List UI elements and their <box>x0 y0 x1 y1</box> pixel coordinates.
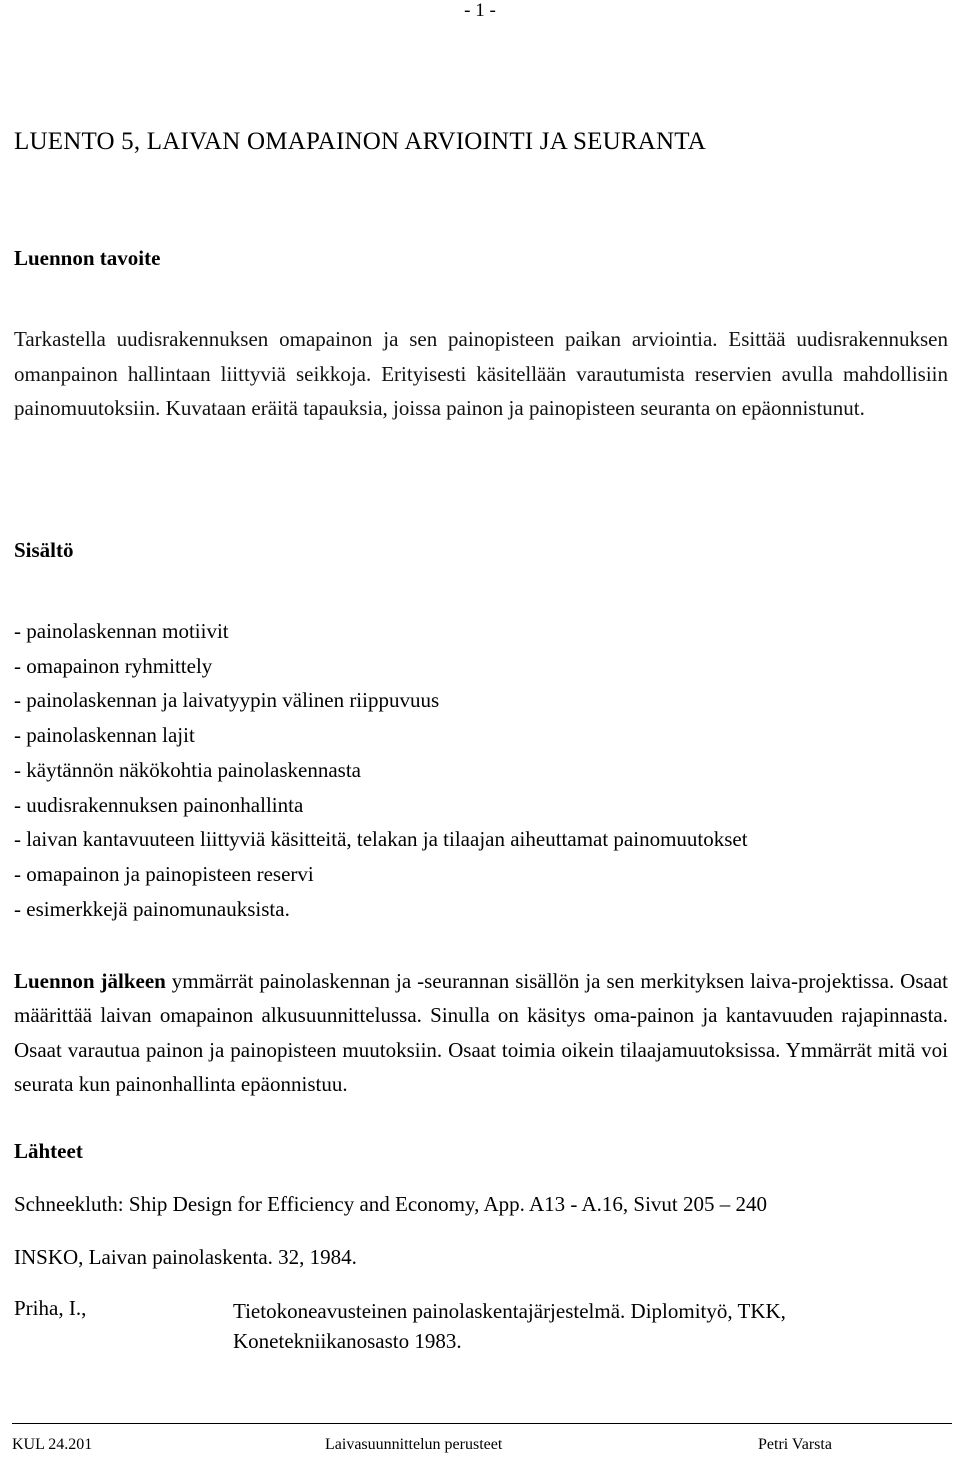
footer-course-code: KUL 24.201 <box>12 1436 93 1453</box>
sources-heading: Lähteet <box>14 1139 83 1163</box>
list-item: - esimerkkejä painomunauksista. <box>14 896 290 921</box>
reference-priha-title: Tietokoneavusteinen painolaskentajärjestelmä. Diplomityö, TKK, Konetekniikanosasto 1983. <box>233 1299 786 1353</box>
goal-paragraph: Tarkastella uudisrakennuksen omapainon ja sen painopisteen paikan arviointia. Esittää uudisrakennuksen omanpainon hallintaan liittyviä seikkoja. Erityisesti käsitellään varautumista reservien avulla mahdollisiin painomuutoksiin. Kuvataan eräitä tapauksia, joissa painon ja painopisteen seuranta on epäonnistunut. <box>14 327 948 420</box>
reference-schneekluth: Schneekluth: Ship Design for Efficiency and Economy, App. A13 - A.16, Sivut 205 – 240 <box>14 1192 768 1216</box>
list-item: - painolaskennan ja laivatyypin välinen riippuvuus <box>14 688 440 713</box>
footer-author: Petri Varsta <box>758 1436 832 1453</box>
document-title: LUENTO 5, LAIVAN OMAPAINON ARVIOINTI JA SEURANTA <box>14 128 706 155</box>
list-item: - omapainon ryhmittely <box>14 653 213 678</box>
learning-outcome-paragraph <box>14 964 948 1102</box>
list-item: - laivan kantavuuteen liittyviä käsitteitä, telakan ja tilaajan aiheuttamat painomuutokset <box>14 827 748 852</box>
footer-divider <box>12 1423 952 1424</box>
list-item: - painolaskennan lajit <box>14 723 195 748</box>
list-item: - uudisrakennuksen painonhallinta <box>14 792 304 817</box>
goal-heading: Luennon tavoite <box>14 246 161 270</box>
page-number: - 1 - <box>464 0 496 21</box>
list-item: - painolaskennan motiivit <box>14 619 229 643</box>
contents-list <box>14 614 748 926</box>
learning-outcome-lead: Luennon jälkeen <box>14 969 166 993</box>
reference-priha-author: Priha, I., <box>14 1296 87 1320</box>
footer-course-name: Laivasuunnittelun perusteet <box>325 1436 503 1453</box>
reference-insko: INSKO, Laivan painolaskenta. 32, 1984. <box>14 1245 357 1269</box>
list-item: - omapainon ja painopisteen reservi <box>14 861 314 886</box>
list-item: - käytännön näkökohtia painolaskennasta <box>14 757 361 782</box>
contents-heading: Sisältö <box>14 538 74 562</box>
learning-outcome-text: ymmärrät painolaskennan ja -seurannan sisällön ja sen merkityksen laiva-projektissa. Osaat määrittää laivan omapainon alkusuunnittelussa. Sinulla on käsitys oma-painon ja kantavuuden rajapinnasta. Osaat varautua painon ja painopisteen muutoksiin. Osaat toimia oikein tilaajamuutoksissa. Ymmärrät mitä voi seurata kun painonhallinta epäonnistuu. <box>14 969 948 1097</box>
